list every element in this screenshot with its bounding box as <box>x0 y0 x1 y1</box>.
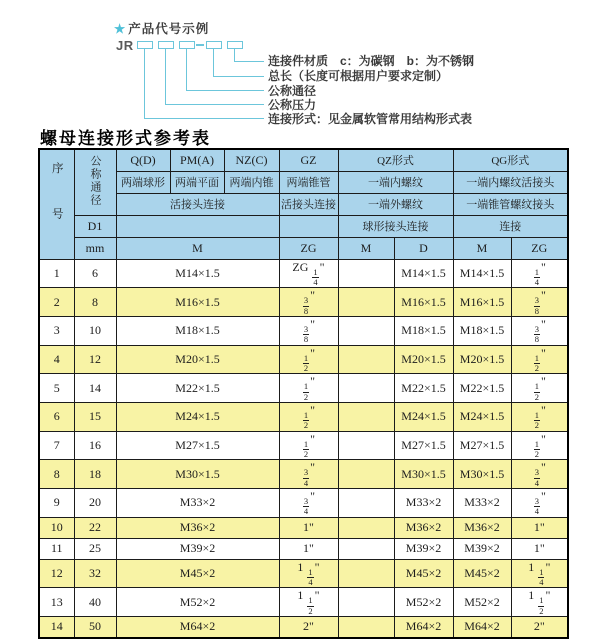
header-dn: 公称通径 <box>74 149 116 215</box>
gz-cell: $\frac{1}{2}$ " <box>279 431 338 460</box>
qz-m-cell <box>338 288 394 317</box>
table-row <box>39 617 568 638</box>
qz-m-cell <box>338 374 394 403</box>
qg-m-cell: M45×2 <box>453 559 511 588</box>
header-external-thread: 一端外螺纹 <box>338 193 453 215</box>
qg-m-cell: M33×2 <box>453 489 511 518</box>
table-row <box>39 559 568 588</box>
dn-cell: 8 <box>74 288 116 317</box>
gz-cell: 1 $\frac{1}{4}$ " <box>279 559 338 588</box>
gz-cell: $\frac{1}{2}$ " <box>279 345 338 374</box>
dn-cell: 20 <box>74 489 116 518</box>
qg-m-cell: M52×2 <box>453 588 511 617</box>
qg-m-cell: M24×1.5 <box>453 402 511 431</box>
nut-connection-table <box>38 148 569 639</box>
m-thread-cell: M52×2 <box>116 588 279 617</box>
qg-m-cell: M16×1.5 <box>453 288 511 317</box>
qg-zg-cell: $\frac{1}{2}$ " <box>511 402 568 431</box>
header-form-qz: QZ形式 <box>338 149 453 171</box>
dn-cell: 16 <box>74 431 116 460</box>
serial-cell: 14 <box>39 617 74 638</box>
page-title: 螺母连接形式参考表 <box>40 129 211 148</box>
qg-zg-cell: 1 $\frac{1}{2}$ " <box>511 588 568 617</box>
dn-cell: 18 <box>74 460 116 489</box>
qz-d-cell: M33×2 <box>394 489 453 518</box>
table-row <box>39 517 568 538</box>
qg-m-cell: M36×2 <box>453 517 511 538</box>
serial-cell: 1 <box>39 259 74 288</box>
qz-m-cell <box>338 431 394 460</box>
code-prefix: JR <box>116 38 134 53</box>
qz-d-cell: M18×1.5 <box>394 316 453 345</box>
qg-zg-cell: 1" <box>511 538 568 559</box>
header-d1: D1 <box>74 215 116 237</box>
qg-zg-cell: $\frac{1}{2}$ " <box>511 374 568 403</box>
gz-cell: $\frac{3}{8}$ " <box>279 288 338 317</box>
gz-cell: $\frac{1}{2}$ " <box>279 402 338 431</box>
qz-d-cell: M45×2 <box>394 559 453 588</box>
m-thread-cell: M27×1.5 <box>116 431 279 460</box>
serial-cell: 9 <box>39 489 74 518</box>
qg-m-cell: M39×2 <box>453 538 511 559</box>
m-thread-cell: M45×2 <box>116 559 279 588</box>
table-row <box>39 431 568 460</box>
table-body <box>39 259 568 638</box>
dn-cell: 12 <box>74 345 116 374</box>
qz-d-cell: M39×2 <box>394 538 453 559</box>
code-dash <box>196 44 204 46</box>
dn-cell: 10 <box>74 316 116 345</box>
header-end-flat: 两端平面 <box>170 171 224 193</box>
code-box-1 <box>137 41 153 49</box>
qz-m-cell <box>338 402 394 431</box>
table-row <box>39 288 568 317</box>
qz-m-cell <box>338 316 394 345</box>
m-thread-cell: M36×2 <box>116 517 279 538</box>
header-union-connection: 活接头连接 <box>116 193 279 215</box>
header-end-cone: 两端内锥 <box>224 171 279 193</box>
diagram-label-connection: 连接形式：见金属软管常用结构形式表 <box>268 112 473 126</box>
qz-d-cell: M22×1.5 <box>394 374 453 403</box>
qz-m-cell <box>338 460 394 489</box>
qz-m-cell <box>338 345 394 374</box>
diagram-label-pressure: 公称压力 <box>268 98 317 112</box>
dn-cell: 15 <box>74 402 116 431</box>
table-row <box>39 588 568 617</box>
dn-cell: 50 <box>74 617 116 638</box>
header-serial: 序号 <box>39 149 74 259</box>
qz-d-cell: M64×2 <box>394 617 453 638</box>
header-m-span: M <box>116 237 279 259</box>
header-form-nzc: NZ(C) <box>224 149 279 171</box>
gz-cell: 1" <box>279 517 338 538</box>
code-box-3 <box>179 41 195 49</box>
qg-zg-cell: 1" <box>511 517 568 538</box>
qg-m-cell: M22×1.5 <box>453 374 511 403</box>
gz-cell: $\frac{3}{4}$ " <box>279 489 338 518</box>
dn-cell: 32 <box>74 559 116 588</box>
dn-cell: 40 <box>74 588 116 617</box>
qz-d-cell: M16×1.5 <box>394 288 453 317</box>
header-form-gz: GZ <box>279 149 338 171</box>
qg-m-cell: M27×1.5 <box>453 431 511 460</box>
qz-d-cell: M30×1.5 <box>394 460 453 489</box>
header-end-internal-thread: 一端内螺纹 <box>338 171 453 193</box>
qz-d-cell: M14×1.5 <box>394 259 453 288</box>
serial-cell: 3 <box>39 316 74 345</box>
header-form-qd: Q(D) <box>116 149 170 171</box>
code-box-4 <box>206 41 222 49</box>
qz-d-cell: M36×2 <box>394 517 453 538</box>
table-row <box>39 345 568 374</box>
header-connection: 连接 <box>453 215 568 237</box>
qg-zg-cell: $\frac{3}{8}$ " <box>511 316 568 345</box>
qg-zg-cell: 1 $\frac{1}{4}$ " <box>511 559 568 588</box>
serial-cell: 2 <box>39 288 74 317</box>
m-thread-cell: M20×1.5 <box>116 345 279 374</box>
table-header <box>39 149 568 259</box>
m-thread-cell: M14×1.5 <box>116 259 279 288</box>
qg-m-cell: M18×1.5 <box>453 316 511 345</box>
header-empty-gz <box>279 215 338 237</box>
m-thread-cell: M30×1.5 <box>116 460 279 489</box>
gz-cell: $\frac{3}{8}$ " <box>279 316 338 345</box>
connector-line-5 <box>144 49 264 119</box>
dn-cell: 25 <box>74 538 116 559</box>
qg-zg-cell: 2" <box>511 617 568 638</box>
m-thread-cell: M24×1.5 <box>116 402 279 431</box>
table-row <box>39 402 568 431</box>
table-row <box>39 374 568 403</box>
table-row <box>39 538 568 559</box>
diagram-heading-text: 产品代号示例 <box>128 22 210 36</box>
qz-d-cell: M20×1.5 <box>394 345 453 374</box>
qz-d-cell: M24×1.5 <box>394 402 453 431</box>
header-end-union-thread: 一端内螺纹活接头 <box>453 171 568 193</box>
header-qg-zg: ZG <box>511 237 568 259</box>
qg-zg-cell: $\frac{3}{4}$ " <box>511 460 568 489</box>
serial-cell: 4 <box>39 345 74 374</box>
header-qz-d: D <box>394 237 453 259</box>
diagram-label-length: 总长（长度可根据用户要求定制） <box>268 69 449 83</box>
serial-cell: 8 <box>39 460 74 489</box>
m-thread-cell: M22×1.5 <box>116 374 279 403</box>
serial-cell: 13 <box>39 588 74 617</box>
gz-cell: $\frac{3}{4}$ " <box>279 460 338 489</box>
m-thread-cell: M39×2 <box>116 538 279 559</box>
qz-m-cell <box>338 588 394 617</box>
m-thread-cell: M64×2 <box>116 617 279 638</box>
table-row <box>39 489 568 518</box>
gz-cell: 2" <box>279 617 338 638</box>
serial-cell: 10 <box>39 517 74 538</box>
m-thread-cell: M16×1.5 <box>116 288 279 317</box>
diagram-heading <box>114 19 209 37</box>
table-row <box>39 259 568 288</box>
gz-cell: $\frac{1}{2}$ " <box>279 374 338 403</box>
header-form-pma: PM(A) <box>170 149 224 171</box>
m-thread-cell: M18×1.5 <box>116 316 279 345</box>
qz-m-cell <box>338 517 394 538</box>
qg-zg-cell: $\frac{3}{8}$ " <box>511 288 568 317</box>
header-qz-m: M <box>338 237 394 259</box>
qg-m-cell: M14×1.5 <box>453 259 511 288</box>
header-zg-gz: ZG <box>279 237 338 259</box>
m-thread-cell: M33×2 <box>116 489 279 518</box>
header-empty-left <box>116 215 279 237</box>
qz-m-cell <box>338 259 394 288</box>
qz-d-cell: M52×2 <box>394 588 453 617</box>
header-ball-joint-connection: 球形接头连接 <box>338 215 453 237</box>
serial-cell: 11 <box>39 538 74 559</box>
qz-m-cell <box>338 559 394 588</box>
header-union-connection-gz: 活接头连接 <box>279 193 338 215</box>
serial-cell: 7 <box>39 431 74 460</box>
header-form-qg: QG形式 <box>453 149 568 171</box>
dn-cell: 6 <box>74 259 116 288</box>
qg-zg-cell: $\frac{3}{4}$ " <box>511 489 568 518</box>
table-row <box>39 460 568 489</box>
header-unit-mm: mm <box>74 237 116 259</box>
code-box-2 <box>158 41 174 49</box>
qg-zg-cell: $\frac{1}{2}$ " <box>511 345 568 374</box>
gz-cell: 1" <box>279 538 338 559</box>
code-box-5 <box>227 41 243 49</box>
qz-m-cell <box>338 489 394 518</box>
serial-cell: 5 <box>39 374 74 403</box>
qz-d-cell: M27×1.5 <box>394 431 453 460</box>
serial-cell: 6 <box>39 402 74 431</box>
qg-m-cell: M20×1.5 <box>453 345 511 374</box>
qg-m-cell: M30×1.5 <box>453 460 511 489</box>
serial-cell: 12 <box>39 559 74 588</box>
diagram-label-diameter: 公称通径 <box>268 84 317 98</box>
header-end-taper: 两端锥管 <box>279 171 338 193</box>
qg-zg-cell: $\frac{1}{2}$ " <box>511 431 568 460</box>
dn-cell: 14 <box>74 374 116 403</box>
table-row <box>39 316 568 345</box>
qz-m-cell <box>338 617 394 638</box>
qg-m-cell: M64×2 <box>453 617 511 638</box>
qg-zg-cell: $\frac{1}{4}$ " <box>511 259 568 288</box>
gz-cell: ZG $\frac{1}{4}$ " <box>279 259 338 288</box>
header-taper-thread-joint: 一端锥管螺纹接头 <box>453 193 568 215</box>
diagram-label-material: 连接件材质 c：为碳钢 b：为不锈钢 <box>268 54 475 68</box>
header-qg-m: M <box>453 237 511 259</box>
dn-cell: 22 <box>74 517 116 538</box>
star-icon: ★ <box>114 22 127 36</box>
gz-cell: 1 $\frac{1}{2}$ " <box>279 588 338 617</box>
header-end-spherical: 两端球形 <box>116 171 170 193</box>
qz-m-cell <box>338 538 394 559</box>
